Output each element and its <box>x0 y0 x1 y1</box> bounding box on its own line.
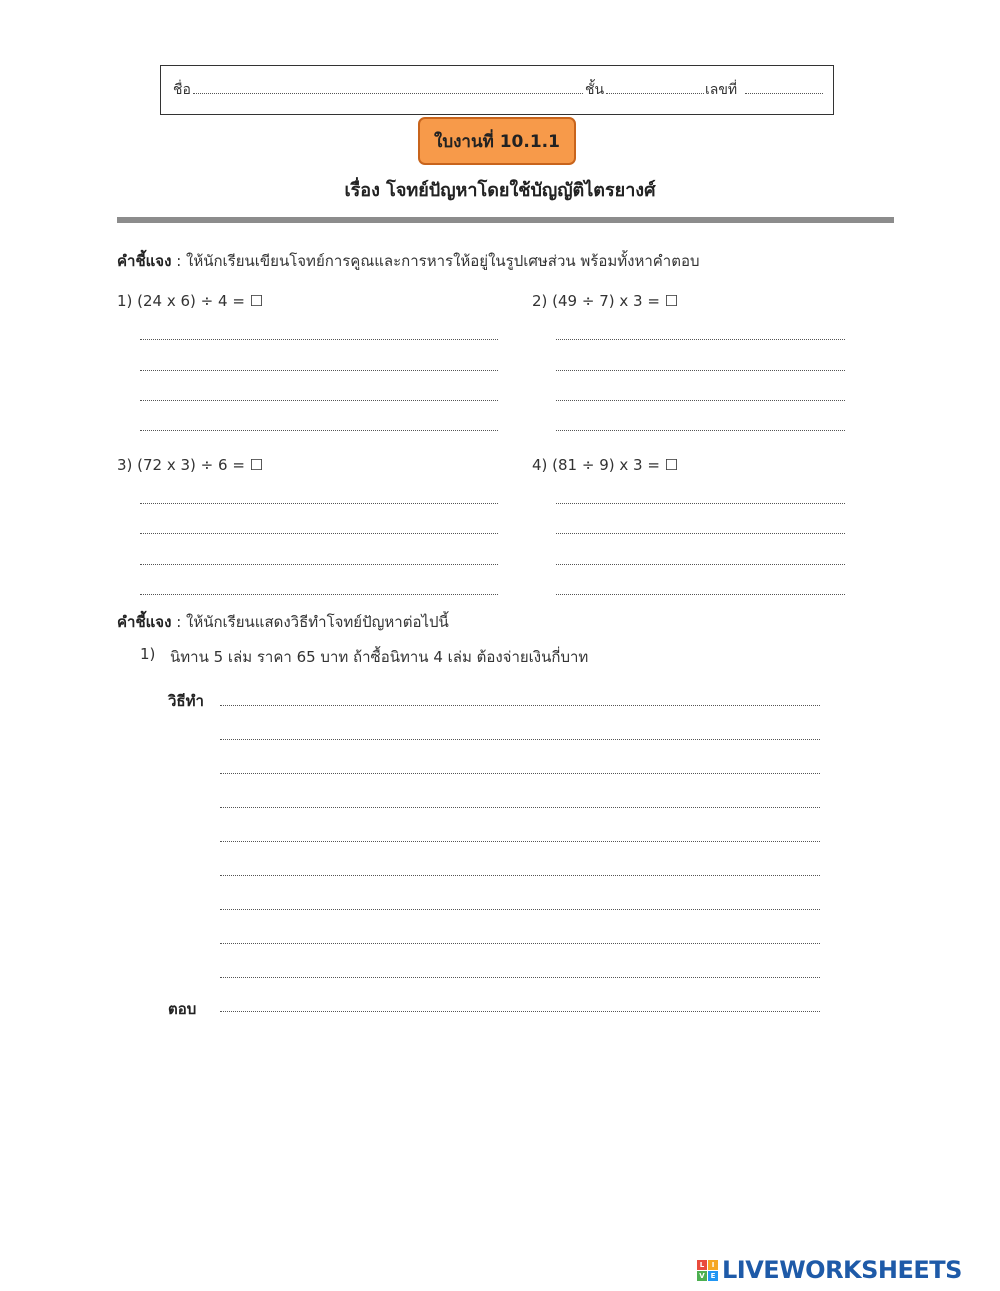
instruction-label: คำชี้แจง <box>117 252 172 270</box>
class-field[interactable] <box>606 93 704 94</box>
work-line[interactable] <box>220 977 820 978</box>
work-line[interactable] <box>220 841 820 842</box>
answer-line[interactable] <box>140 430 498 431</box>
answer-line[interactable] <box>140 503 498 504</box>
name-field[interactable] <box>193 93 583 94</box>
name-label: ชื่อ <box>173 82 191 98</box>
answer-line[interactable] <box>556 503 845 504</box>
worksheet-subtitle: เรื่อง โจทย์ปัญหาโดยใช้บัญญัติไตรยางศ์ <box>344 180 656 201</box>
number-field[interactable] <box>745 93 823 94</box>
answer-line[interactable] <box>140 594 498 595</box>
worksheet-title-badge: ใบงานที่ 10.1.1 <box>418 117 576 165</box>
answer-line[interactable] <box>140 370 498 371</box>
divider <box>117 217 894 223</box>
work-line[interactable] <box>220 909 820 910</box>
logo-letter: V <box>697 1271 707 1281</box>
final-answer-line[interactable] <box>220 1011 820 1012</box>
instruction-label: คำชี้แจง <box>117 613 172 631</box>
problem-1: 1) (24 x 6) ÷ 4 = ☐ <box>117 292 264 310</box>
logo-letter: E <box>708 1271 718 1281</box>
work-line[interactable] <box>220 807 820 808</box>
answer-line[interactable] <box>140 564 498 565</box>
word-problem-text: นิทาน 5 เล่ม ราคา 65 บาท ถ้าซื้อนิทาน 4 เล่ม ต้องจ่ายเงินกี่บาท <box>170 648 589 666</box>
logo-letter: L <box>697 1260 707 1270</box>
class-label: ชั้น <box>585 82 605 98</box>
problem-4: 4) (81 ÷ 9) x 3 = ☐ <box>532 456 679 474</box>
method-label: วิธีทำ <box>168 692 204 710</box>
work-line[interactable] <box>220 943 820 944</box>
answer-line[interactable] <box>556 339 845 340</box>
answer-line[interactable] <box>140 400 498 401</box>
answer-label: ตอบ <box>168 1000 197 1018</box>
liveworksheets-logo <box>697 1255 962 1285</box>
problem-3: 3) (72 x 3) ÷ 6 = ☐ <box>117 456 264 474</box>
logo-letter: I <box>708 1260 718 1270</box>
answer-line[interactable] <box>140 339 498 340</box>
answer-line[interactable] <box>140 533 498 534</box>
logo-grid-icon <box>697 1260 718 1281</box>
word-problem-number: 1) <box>140 645 156 663</box>
work-line[interactable] <box>220 739 820 740</box>
student-info-box <box>160 65 834 115</box>
work-line[interactable] <box>220 773 820 774</box>
answer-line[interactable] <box>556 564 845 565</box>
work-line[interactable] <box>220 705 820 706</box>
section2-instruction <box>117 610 449 634</box>
answer-line[interactable] <box>556 370 845 371</box>
answer-line[interactable] <box>556 430 845 431</box>
work-line[interactable] <box>220 875 820 876</box>
instruction-text: : ให้นักเรียนเขียนโจทย์การคูณและการหารให้อยู่ในรูปเศษส่วน พร้อมทั้งหาคำตอบ <box>171 252 700 270</box>
section1-instruction <box>117 249 699 273</box>
problem-2: 2) (49 ÷ 7) x 3 = ☐ <box>532 292 679 310</box>
logo-text: LIVEWORKSHEETS <box>722 1256 962 1284</box>
answer-line[interactable] <box>556 533 845 534</box>
number-label: เลขที่ <box>705 82 738 98</box>
answer-line[interactable] <box>556 594 845 595</box>
instruction-text: : ให้นักเรียนแสดงวิธีทำโจทย์ปัญหาต่อไปนี้ <box>171 613 449 631</box>
answer-line[interactable] <box>556 400 845 401</box>
